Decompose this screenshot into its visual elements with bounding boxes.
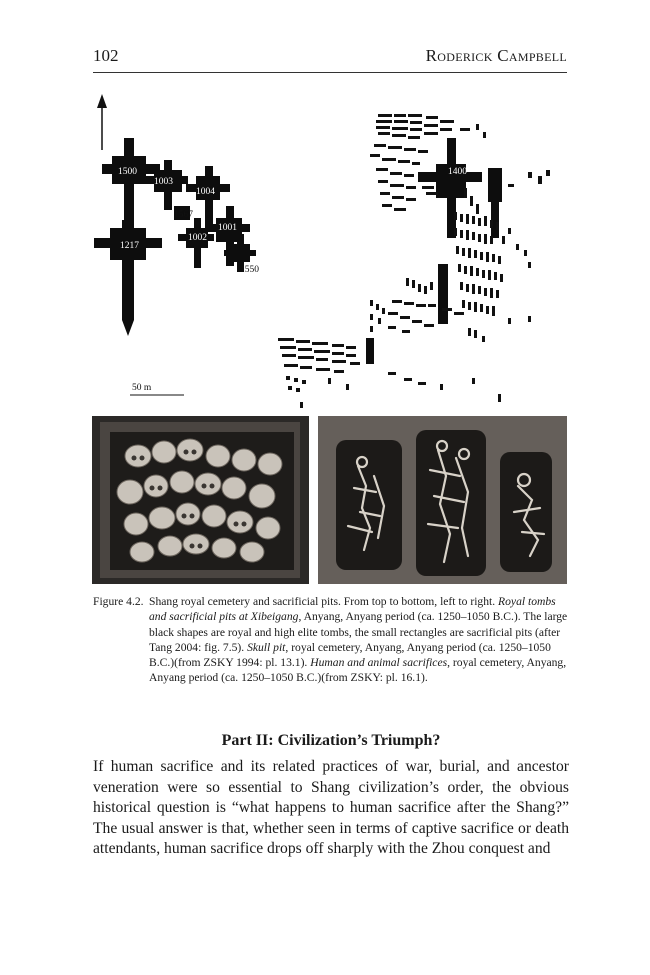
tomb-label-1550: 1550 <box>240 265 259 275</box>
caption-part-4: , royal cemetery, Anyang, Anyang period (ca. 1250–1050 B.C.)(from ZSKY: pl. 16.1). <box>149 656 567 685</box>
tomb-label-1567: 1567 <box>174 210 193 220</box>
tomb-labels <box>118 167 467 275</box>
running-head: Roderick Campbell <box>425 46 567 65</box>
caption-part-3: , royal cemetery, Anyang, Anyang period (ca. 1250–1050 B.C.)(from ZSKY 1994: pl. 13.1). <box>149 640 551 670</box>
sacrifices-image <box>318 416 567 584</box>
xibeigang-map <box>88 88 568 413</box>
sacrifices-photo <box>318 416 567 584</box>
skull-pit-photo <box>92 416 309 584</box>
page-number: 102 <box>93 46 119 65</box>
north-arrow-icon <box>97 94 107 150</box>
caption-part-2: , Anyang, Anyang period (ca. 1250–1050 B.C.). The large black shapes are royal and high elite tombs, the small rectangles are sacrificial pits (after Tang 2004: fig. 7.5). <box>149 610 568 654</box>
caption-italic-1: Royal tombs and sacrificial pits at Xibeigang <box>149 595 556 624</box>
tomb-label-1003: 1003 <box>154 177 173 187</box>
skull-pit-image <box>92 416 309 584</box>
scale-bar <box>130 383 184 395</box>
tomb-label-1001: 1001 <box>218 223 237 233</box>
map-svg <box>88 88 568 413</box>
tomb-label-1217: 1217 <box>120 241 139 251</box>
tomb-label-1400: 1400 <box>448 167 467 177</box>
header-rule <box>93 72 567 73</box>
scale-label: 50 m <box>132 383 152 393</box>
sacrificial-pits <box>278 114 550 408</box>
caption-part-1: Shang royal cemetery and sacrificial pits. From top to bottom, left to right. <box>149 595 496 608</box>
caption-italic-2: Skull pit <box>247 640 286 654</box>
caption-text <box>149 594 569 686</box>
figure-label: Figure 4.2. <box>93 595 144 608</box>
tomb-label-1002: 1002 <box>188 233 207 243</box>
tomb-label-1500: 1500 <box>118 167 137 177</box>
section-heading: Part II: Civilization’s Triumph? <box>221 732 441 749</box>
east-tombs <box>366 138 502 364</box>
tomb-label-1004: 1004 <box>196 187 215 197</box>
caption-italic-3: Human and animal sacrifices <box>310 656 448 670</box>
body-paragraph: If human sacrifice and its related practices of war, burial, and ancestor veneration were so essential to Shang civilization’s order, the obvious historical question is “what happens to human sacrifice after the Shang?” The usual answer is that, whether seen in terms of captive sacrifice or death attendants, human sacrifice drops off sharply with the Zhou conquest and <box>93 758 569 858</box>
